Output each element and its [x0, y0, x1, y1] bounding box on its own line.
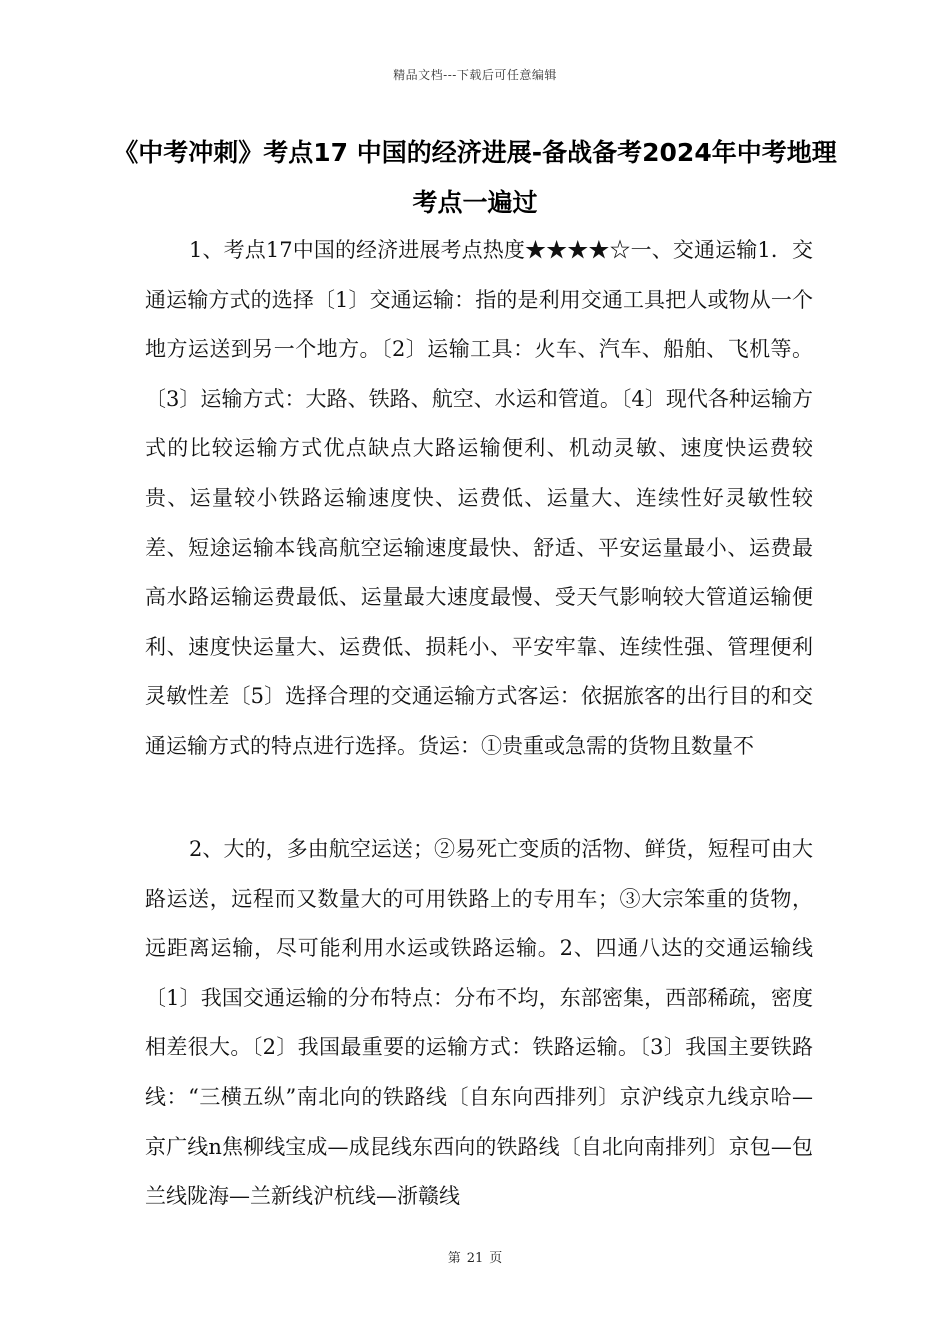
body-paragraph-1: 1、考点17中国的经济进展考点热度★★★★☆一、交通运输1．交通运输方式的选择〔1〕交通运输：指的是利用交通工具把人或物从一个地方运送到另一个地方。〔2〕运输工具：火车、汽车、船舶、飞机等。〔3〕运输方式：大路、铁路、航空、水运和管道。〔4〕现代各种运输方式的比较运输方式优点缺点大路运输便利、机动灵敏、速度快运费较贵、运量较小铁路运输速度快、运费低、运量大、连续性好灵敏性较差、短途运输本钱高航空运输速度最快、舒适、平安运量最小、运费最高水路运输运费最低、运量最大速度最慢、受天气影响较大管道运输便利、速度快运量大、运费低、损耗小、平安牢靠、连续性强、管理便利灵敏性差〔5〕选择合理的交通运输方式客运：依据旅客的出行目的和交通运输方式的特点进行选择。货运：①贵重或急需的货物且数量不: [145, 238, 813, 758]
footer-prefix: 第: [447, 1251, 461, 1266]
page-number: 21: [466, 1251, 484, 1266]
document-title: 《中考冲刺》考点17 中国的经济进展-备战备考2024年中考地理考点一遍过: [113, 138, 837, 217]
page-footer: [0, 1247, 950, 1266]
footer-suffix: 页: [489, 1251, 503, 1266]
header-note: 精品文档---下载后可任意编辑: [393, 68, 557, 82]
body-paragraph-2: 2、大的，多由航空运送；②易死亡变质的活物、鲜货，短程可由大路运送，远程而又数量大的可用铁路上的专用车；③大宗笨重的货物，远距离运输，尽可能利用水运或铁路运输。2、四通八达的交通运输线〔1〕我国交通运输的分布特点：分布不均，东部密集，西部稀疏，密度相差很大。〔2〕我国最重要的运输方式：铁路运输。〔3〕我国主要铁路线：“三横五纵”南北向的铁路线〔自东向西排列〕京沪线京九线京哈—京广线n焦柳线宝成—成昆线东西向的铁路线〔自北向南排列〕京包—包兰线陇海—兰新线沪杭线—浙赣线: [145, 837, 813, 1209]
